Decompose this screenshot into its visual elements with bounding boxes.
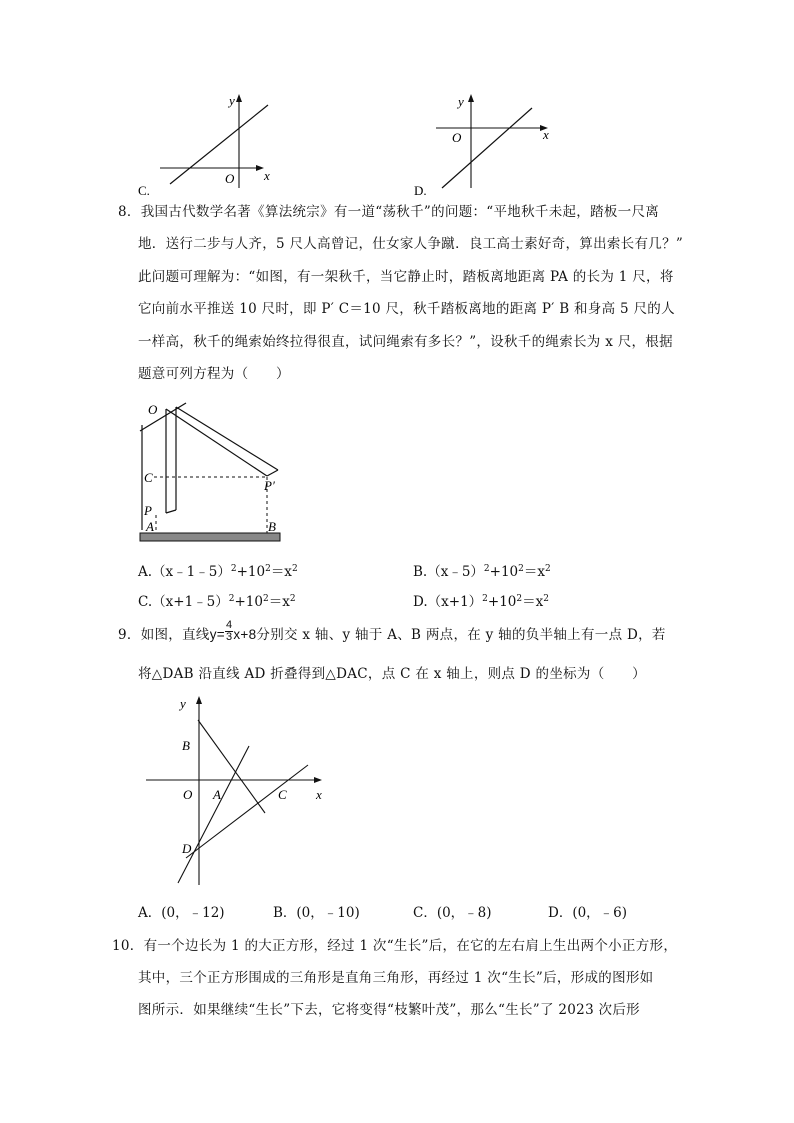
option-letter: D. — [413, 594, 428, 610]
exp: 2 — [289, 594, 296, 604]
q9-option-b[interactable]: B．(0，﹣10) — [273, 905, 360, 921]
q10-line-2: 其中，三个正方形围成的三角形是直角三角形，再经过 1 次“生长”后，形成的图形如 — [138, 970, 654, 986]
rope-swung-right — [176, 407, 278, 470]
q8-option-c[interactable] — [138, 596, 296, 610]
line-dc — [186, 765, 308, 858]
q9-figure — [138, 690, 338, 890]
rope-swung-left — [166, 409, 267, 476]
label-y: y — [180, 696, 186, 711]
exp: 2 — [228, 594, 235, 604]
option-text: （x+1） — [427, 594, 483, 610]
option-text: ＝x — [270, 564, 292, 580]
option-text: +10 — [487, 594, 517, 610]
y-axis-arrow — [196, 696, 202, 704]
option-letter: A. — [138, 564, 153, 580]
y-axis-arrow — [236, 94, 242, 102]
option-text: ＝x — [523, 564, 546, 580]
option-text: （x﹣1﹣5） — [152, 564, 231, 580]
label-c: C — [144, 470, 153, 485]
option-letter: B. — [413, 564, 428, 580]
exp: 2 — [230, 564, 237, 574]
exp: 2 — [483, 564, 490, 574]
x-axis-label: x — [264, 168, 270, 183]
origin-label: O — [452, 130, 462, 145]
exp: 2 — [291, 564, 298, 574]
exp: 2 — [518, 564, 524, 574]
option-text: （x+1﹣5） — [152, 594, 229, 610]
ground — [140, 533, 280, 541]
option-text: +10 — [234, 594, 263, 610]
q9-suffix: 分别交 x 轴、y 轴于 A、B 两点，在 y 轴的负半轴上有一点 D，若 — [256, 627, 666, 643]
option-text: （x﹣5） — [427, 564, 484, 580]
q9-option-a[interactable]: A．(0，﹣12) — [138, 905, 225, 921]
line-ad — [178, 746, 249, 883]
y-axis-label: y — [229, 93, 235, 108]
board-rest — [166, 510, 176, 513]
board-swung — [267, 470, 278, 476]
graph-option-d — [408, 88, 568, 198]
origin-label: O — [225, 171, 235, 186]
exp: 2 — [262, 594, 269, 604]
option-text: ＝x — [522, 594, 544, 610]
label-p-prime: P′ — [264, 478, 275, 493]
exp: 2 — [265, 564, 271, 574]
q9-option-c[interactable]: C．(0，﹣8) — [413, 905, 492, 921]
label-b: B — [182, 738, 190, 753]
q8-line-1: 8．我国古代数学名著《算法统宗》有一道“荡秋千”的问题：“平地秋千未起，踏板一尺离 — [118, 204, 660, 220]
q9-prefix: 9．如图，直线 — [118, 627, 210, 643]
q8-line-6: 题意可列方程为（ ） — [138, 366, 290, 382]
q8-line-4: 它向前水平推送 10 尺时，即 P′ C＝10 尺，秋千踏板离地的距离 P′ B 和身高 5 尺的人 — [138, 301, 675, 317]
q8-option-d[interactable] — [413, 596, 549, 610]
q8-line-3: 此问题可理解为：“如图，有一架秋千，当它静止时，踏板离地距离 PA 的长为 1 尺，将 — [138, 269, 674, 285]
exp: 2 — [516, 594, 523, 604]
exp: 2 — [482, 594, 488, 604]
option-d-label: D. — [414, 183, 427, 198]
x-axis-arrow — [256, 165, 264, 171]
exp: 2 — [543, 594, 549, 604]
formula-y: y= — [209, 627, 225, 642]
option-text: +10 — [236, 564, 266, 580]
function-line — [442, 108, 532, 188]
option-text: ＝x — [268, 594, 290, 610]
fraction-numerator: 4 — [225, 619, 233, 631]
x-axis-label: x — [543, 127, 549, 142]
label-c: C — [278, 787, 287, 802]
label-a: A — [146, 519, 154, 534]
q9-option-d[interactable]: D．(0，﹣6) — [548, 905, 628, 921]
q10-line-1: 10．有一个边长为 1 的大正方形，经过 1 次“生长”后，在它的左右肩上生出两个小正方形， — [112, 938, 678, 954]
swing-figure — [130, 395, 290, 550]
label-p: P — [144, 503, 152, 518]
line-ab — [198, 720, 265, 813]
q9-line-1 — [118, 619, 666, 643]
label-d: D — [182, 841, 192, 856]
label-x: x — [316, 787, 322, 802]
option-c-label: C. — [138, 183, 150, 198]
graph-option-c — [130, 88, 290, 198]
q8-line-2: 地．送行二步与人齐，5 尺人高曾记，仕女家人争蹴．良工高士素好奇，算出索长有几？” — [138, 236, 684, 252]
option-text: +10 — [489, 564, 519, 580]
fraction-denominator: 3 — [225, 631, 233, 643]
exp: 2 — [545, 564, 551, 574]
y-axis-arrow — [468, 94, 474, 102]
label-a: A — [213, 787, 221, 802]
x-axis-arrow — [314, 777, 322, 783]
y-axis-label: y — [458, 94, 464, 109]
q8-option-a[interactable] — [138, 566, 298, 580]
q9-line-2: 将△DAB 沿直线 AD 折叠得到△DAC，点 C 在 x 轴上，则点 D 的坐标为（ ） — [138, 666, 646, 682]
q10-line-3: 图所示．如果继续“生长”下去，它将变得“枝繁叶茂”，那么“生长”了 2023 次后形 — [138, 1002, 640, 1018]
q8-option-b[interactable] — [413, 566, 551, 580]
label-b: B — [268, 519, 276, 534]
label-o: O — [148, 402, 158, 417]
function-line — [170, 105, 268, 184]
q8-line-5: 一样高，秋千的绳索始终拉得很直，试问绳索有多长？”，设秋千的绳索长为 x 尺，根据 — [138, 334, 673, 350]
formula-rest: x+8 — [233, 627, 257, 642]
label-o: O — [183, 787, 193, 802]
option-letter: C. — [138, 594, 153, 610]
